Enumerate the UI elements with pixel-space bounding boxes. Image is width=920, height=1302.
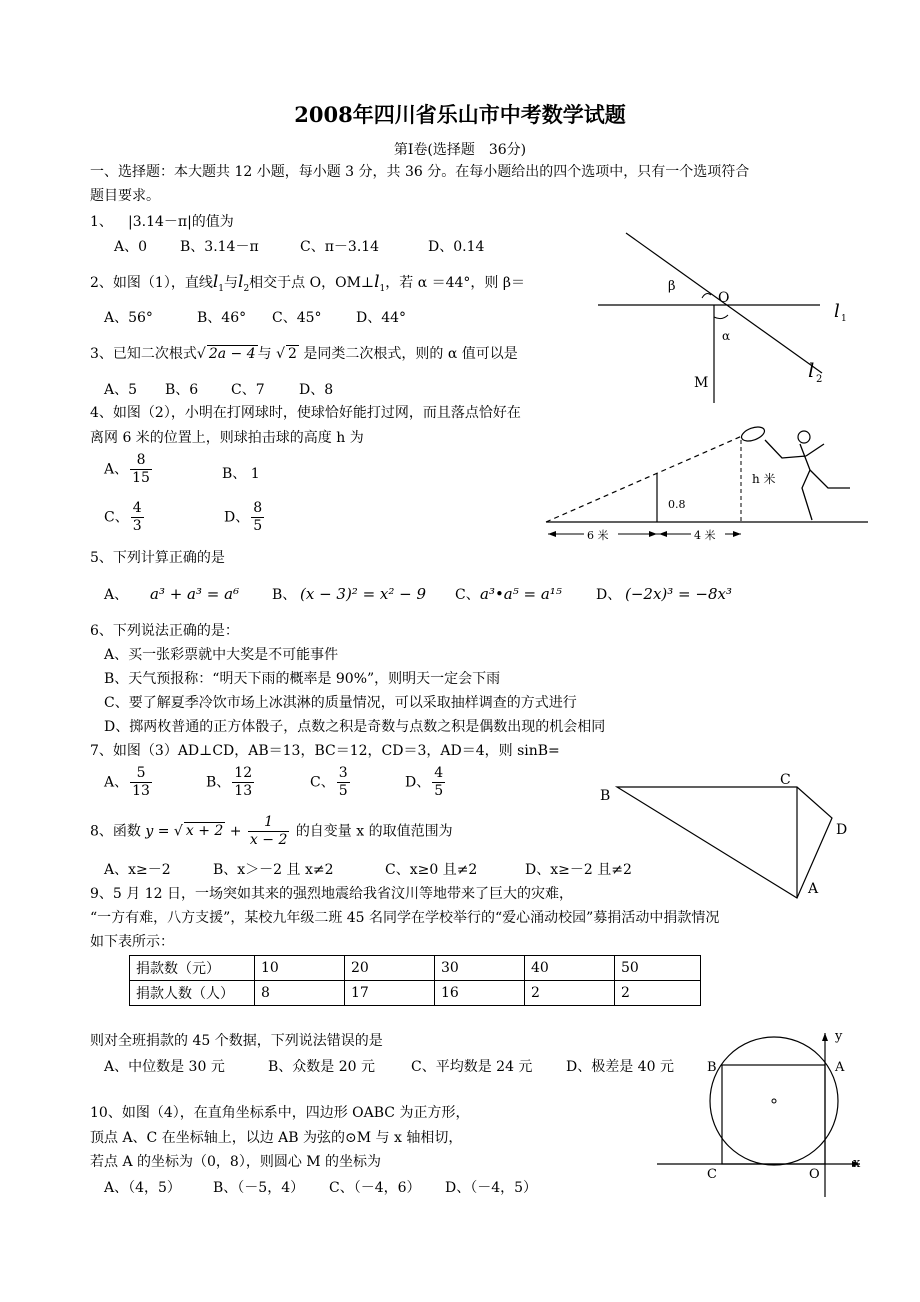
q5-text: 5、下列计算正确的是: [90, 550, 225, 566]
q5-option-a-label: A、: [104, 587, 129, 603]
q9-option-b: B、众数是 20 元: [268, 1059, 376, 1075]
y-axis-arrow: [822, 1033, 828, 1041]
angle-alpha-arc: [714, 315, 728, 319]
table-cell: 捐款数（元）: [130, 956, 255, 981]
q1-option-b: B、3.14－π: [180, 239, 259, 255]
q6-option-b: B、天气预报称：“明天下雨的概率是 90%”，则明天一定会下雨: [104, 671, 501, 687]
q1-text: |3.14－π|的值为: [128, 214, 234, 230]
q1-number: 1、: [90, 214, 113, 230]
fig2-d1-label: 6 米: [587, 529, 609, 542]
q8-text: 8、函数 y = √ x + 2 + $\frac{1}{x - 2}$ 的自变量 x 的取值范围为: [90, 814, 453, 848]
q7-option-b: B、 $\frac{12}{13}$: [206, 765, 253, 799]
q8-option-a: A、x≥－2: [104, 862, 171, 878]
fig4-c-label: C: [707, 1167, 717, 1182]
fig4-y-label: y: [835, 1029, 843, 1044]
q6-option-a: A、买一张彩票就中大奖是不可能事件: [104, 647, 339, 663]
q10-option-a: A、（4，5）: [104, 1180, 181, 1196]
section-intro-line2: 题目要求。: [90, 188, 160, 204]
q3-option-a: A、5: [104, 382, 138, 398]
q4-option-a: A、 $\frac{8}{15}$: [104, 452, 150, 486]
q6-option-c: C、要了解夏季冷饮市场上冰淇淋的质量情况，可以采取抽样调查的方式进行: [104, 695, 577, 711]
q5-option-b-label: B、: [272, 587, 297, 603]
table-cell: 捐款人数（人）: [130, 981, 255, 1006]
center-m: [772, 1099, 776, 1103]
q9-option-c: C、平均数是 24 元: [411, 1059, 533, 1075]
fig2-net-label: 0.8: [668, 498, 686, 511]
table-cell: 16: [435, 981, 525, 1006]
q10-line3: 若点 A 的坐标为（0，8），则圆心 M 的坐标为: [90, 1154, 382, 1170]
table-cell: 8: [255, 981, 345, 1006]
q5-option-b-expr: (x − 3)² = x² − 9: [300, 585, 427, 603]
q9-after: 则对全班捐款的 45 个数据，下列说法错误的是: [90, 1033, 383, 1049]
q1-option-a: A、0: [114, 239, 148, 255]
q2-option-c: C、45°: [272, 310, 322, 326]
table-cell: 2: [615, 981, 701, 1006]
angle-beta-arc: [702, 294, 711, 298]
table-cell: 17: [345, 981, 435, 1006]
q5-option-c-expr: a³•a⁵ = a¹⁵: [480, 585, 562, 603]
q8-option-b: B、x＞－2 且 x≠2: [213, 862, 334, 878]
fig1-o-label: O: [718, 290, 730, 306]
q10-line1: 10、如图（4），在直角坐标系中，四边形 OABC 为正方形，: [90, 1105, 470, 1121]
q9-line2: “一方有难，八方支援”，某校九年级二班 45 名同学在学校举行的“爱心涌动校园”募捐活动中捐款情况: [90, 910, 720, 926]
page-title: 2008年四川省乐山市中考数学试题: [294, 102, 626, 127]
fig1-alpha-label: α: [722, 329, 731, 343]
fig2-h-label: h 米: [752, 472, 776, 486]
q9-line3: 如下表所示：: [90, 934, 174, 950]
q1-option-d: D、0.14: [428, 239, 485, 255]
q6-option-d: D、掷两枚普通的正方体骰子，点数之积是奇数与点数之积是偶数出现的机会相同: [104, 719, 606, 735]
q2-text: 2、如图（1），直线$l_1$与$l_2$相交于点 O，$OM\perp l_1$，若 α ＝44°，则 β＝: [90, 272, 525, 294]
player-head-icon: [798, 431, 810, 443]
figure-1-lines: [590, 225, 870, 410]
fig1-beta-label: β: [668, 279, 676, 294]
q4-option-c: C、 $\frac{4}{3}$: [104, 500, 142, 534]
q9-option-d: D、极差是 40 元: [566, 1059, 674, 1075]
q7-option-d: D、 $\frac{4}{5}$: [405, 765, 444, 799]
q7-text: 7、如图（3）AD⊥CD，AB＝13，BC＝12，CD＝3，AD＝4，则 sinB=: [90, 743, 560, 759]
q9-option-a: A、中位数是 30 元: [104, 1059, 225, 1075]
q10-option-b: B、（－5，4）: [213, 1180, 305, 1196]
q5-option-d-expr: (−2x)³ = −8x³: [625, 585, 732, 603]
q8-option-d: D、x≥－2 且≠2: [525, 862, 632, 878]
table-cell: 20: [345, 956, 435, 981]
fig3-a-label: A: [808, 881, 819, 897]
q3-text: 3、已知二次根式√ 2a − 4 与 √ 2 是同类二次根式，则的 α 值可以是: [90, 346, 518, 362]
ball-path-dashed: [546, 436, 742, 522]
q10-line2: 顶点 A、C 在坐标轴上，以边 AB 为弦的⊙M 与 x 轴相切，: [90, 1130, 463, 1146]
q4-line2: 离网 6 米的位置上，则球拍击球的高度 h 为: [90, 430, 364, 446]
table-cell: 30: [435, 956, 525, 981]
player-body-icon: [765, 440, 850, 520]
q2-option-d: D、44°: [356, 310, 407, 326]
q4-option-d: D、 $\frac{8}{5}$: [224, 500, 263, 534]
section-intro-line1: 一、选择题：本大题共 12 小题，每小题 3 分，共 36 分。在每小题给出的四个选项中，只有一个选项符合: [90, 164, 750, 180]
fig1-m-label: M: [694, 375, 709, 391]
q10-option-c: C、（－4，6）: [329, 1180, 421, 1196]
fig4-a-label: A: [835, 1060, 845, 1075]
square-oabc: [722, 1065, 825, 1164]
q7-option-c: C、 $\frac{3}{5}$: [310, 765, 348, 799]
q2-option-b: B、46°: [197, 310, 247, 326]
table-cell: 10: [255, 956, 345, 981]
q8-option-c: C、x≥0 且≠2: [385, 862, 478, 878]
figure-4-circle: [655, 1025, 870, 1200]
quad-outline: [617, 787, 832, 898]
q10-option-d: D、（－4，5）: [445, 1180, 538, 1196]
q2-option-a: A、56°: [104, 310, 153, 326]
figure-2-tennis: [540, 420, 870, 550]
donation-table: [129, 955, 701, 1006]
fig3-c-label: C: [780, 772, 791, 788]
table-row: [130, 981, 701, 1006]
q7-option-a: A、 $\frac{5}{13}$: [104, 765, 150, 799]
q5-option-a-expr: a³ + a³ = a⁶: [150, 585, 240, 603]
q4-line1: 4、如图（2），小明在打网球时，使球恰好能打过网，而且落点恰好在: [90, 405, 521, 421]
fig4-o-label: O: [809, 1167, 820, 1182]
fig1-l1-sub: 1: [841, 314, 847, 324]
q6-text: 6、下列说法正确的是：: [90, 623, 239, 639]
fig1-l1-label: l: [834, 301, 840, 322]
q1-option-c: C、π－3.14: [300, 239, 380, 255]
fig4-b-label: B: [707, 1060, 717, 1075]
table-cell: 2: [525, 981, 615, 1006]
figure-3-quadrilateral: [590, 770, 870, 905]
page-subtitle: 第Ⅰ卷(选择题 36分): [393, 142, 527, 158]
q9-line1: 9、5 月 12 日，一场突如其来的强烈地震给我省汶川等地带来了巨大的灾难，: [90, 886, 573, 902]
q5-option-c-label: C、: [455, 587, 480, 603]
table-cell: 50: [615, 956, 701, 981]
table-row: [130, 956, 701, 981]
q3-option-c: C、7: [231, 382, 265, 398]
fig3-b-label: B: [600, 788, 611, 804]
circle-m: [710, 1037, 838, 1165]
racket-icon: [740, 424, 767, 443]
q3-option-b: B、6: [165, 382, 199, 398]
table-cell: 40: [525, 956, 615, 981]
fig1-l2-label: l: [808, 358, 815, 382]
fig3-d-label: D: [836, 822, 848, 838]
q5-option-d-label: D、: [596, 587, 622, 603]
q4-option-b: B、 1: [222, 466, 260, 482]
fig2-d2-label: 4 米: [694, 529, 716, 542]
fig4-x-label: x: [853, 1156, 861, 1171]
fig1-l2-sub: 2: [816, 374, 823, 385]
q3-option-d: D、8: [299, 382, 334, 398]
